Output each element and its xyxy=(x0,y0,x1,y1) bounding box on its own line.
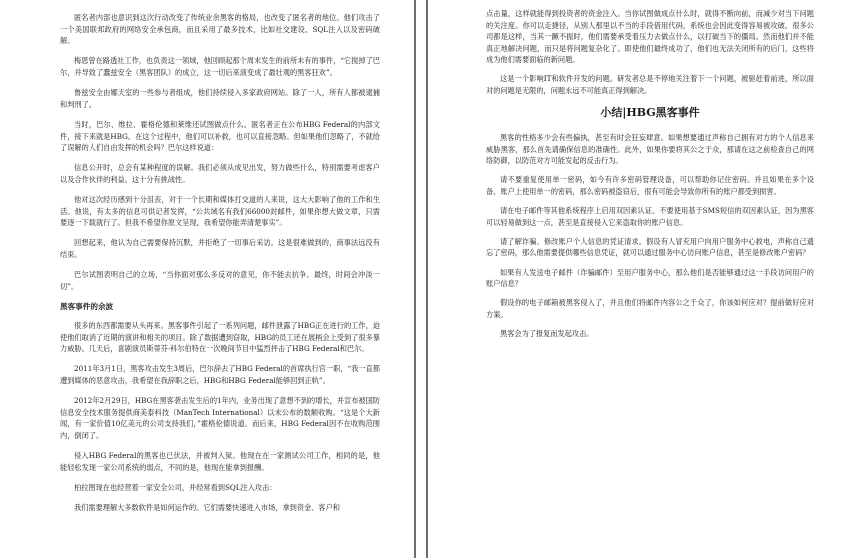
paragraph: 请了解诈骗、修改账户个人信息的凭证清求。假设有人冒充用户向用户服务中心救电，声称自己遗忘了密码，那么他需要提供哪些信息凭证，就可以通过服务中心访问账户信息，甚至是修改账户密码？ xyxy=(486,236,814,258)
paragraph: 侵入HBG Federal的黑客也已伏法，并被判入狱。他现在在一家测试公司工作，相同的是，他能轻松发现一家公司系统的弱点，不同的是，他现在能拿到报酬。 xyxy=(60,451,380,472)
paragraph: 2012年2月29日，HBG在黑客袭击发生后的1年内，业务出现了意想不到的增长，并宣布被国防信息安全技术服务提供商美泰科技（ManTech International）以未公布的数额收购。“这是个大新闻，有一家价值10亿美元的公司支持我们，”霍格伦德说道。而后来，HBG Federal因不在收购范围内，倒闭了。 xyxy=(60,396,380,440)
paragraph: 巴尔试图表明自己的立场，“当你面对那么多反对的意见，你不能去抗争。最终，时间会冲淡一切”。 xyxy=(60,270,380,291)
paragraph: 黑客会为了报复而发起攻击。 xyxy=(500,328,594,338)
paragraph: 2011年3月1日，黑客攻击发生3周后，巴尔辞去了HBG Federal的首席执行官一职，“我一直都遭到媒体的恶意攻击，我希望在我辞职之后，HBG和HBG Federal能够回到正轨”。 xyxy=(60,364,380,385)
paragraph: 他对这次经历感到十分沮丧，对于一个长期和媒体打交道的人来说，这大大影响了他的工作和生活。他说，有太多的信息可供记者发挥，“公共域名有我们66000封邮件，如果你想大做文章，只需要逐一下载就行了。但我不希望你原文呈现，我希望你能弄清楚事实”。 xyxy=(60,195,380,228)
paragraph: 如果有人发送电子邮件（诈骗邮件）至用户服务中心，那么他们是否能够通过这一手段访问用户的账户信息？ xyxy=(486,267,814,289)
section-subheading: 黑客事件的余波 xyxy=(60,302,114,312)
left-page xyxy=(0,0,414,558)
quote-paragraph: 点击量，这样就能得到投资者的资金注入。当你试图做成点什么时，就得不断向前，而减少对当下问题的关注度。你可以走捷径，从别人那里以不当的手段借用代码，系统也会因此变得容易被攻破。很多公司都是这样，当其一蹶不振时，他们需要承受着压力去做点什么，以打破当下的僵局。然而他们并不能真正地解决问题，而只是将问题复杂化了。即使他们最终成功了，他们也无法关闭所有的后门，这些将成为他们需要面临的新问题。 xyxy=(486,9,814,65)
paragraph: 请不要重复使用单一密码，如今有许多密码管理设备，可以帮助你记住密码。并且如果在多个设备、账户上使用单一的密码，那么密码被盗窃后，很有可能会导致你所有的账户都受到损害。 xyxy=(486,175,814,197)
quote-paragraph: 我们需要理解大多数软件是如何运作的。它们需要快速进入市场，拿到资金、客户和 xyxy=(74,503,340,513)
paragraph: 很多的东西都需要从头再来。黑客事件引起了一系列问题，邮件泄露了HBG正在进行的工作，迫使他们取消了近期的演讲和相关的项目。除了数据遭到窃取，HBG的员工还在展柄会上受到了很多暴力威胁。几天后，喜剧演员斯蒂芬·科尔伯特在一次晚间节目中猛烈抨击了HBG Federal和巴尔。 xyxy=(60,321,380,354)
section-title: 小结|HBG黑客事件 xyxy=(600,106,700,120)
paragraph: 鲁兹安全由娜天室的一些参与者组成，他们持续侵入多家政府网站。除了一人，所有人都被逮捕和判刑了。 xyxy=(60,88,380,109)
paragraph: 梅恩曾在路透社工作，也负责这一领域，他回顾起那个周末发生的前所未有的事件，“它搅掉了巴尔，并导致了蠢兹安全（黑客团队）的成立，这一切后来演变成了最壮观的黑客狂欢”。 xyxy=(60,56,380,77)
paragraph: 柏拉图现在也经营着一家安全公司，并经常看到SQL注入攻击： xyxy=(74,482,277,492)
page-gutter xyxy=(414,0,428,558)
right-page xyxy=(428,0,842,558)
paragraph: 假设你的电子邮箱被黑客侵入了，并且他们将邮件内容公之于众了，你该如何应对？提前做好应对方案。 xyxy=(486,298,814,319)
quote-paragraph: 信息公开时，总会有某种程度的误解。我们必须从成见出发，努力做些什么，特别需要考虑客户以及合作伙伴的利益。这十分有挑战性。 xyxy=(60,163,380,184)
paragraph: 当时，巴尔、维拉、霍格伦德和莱维还试图做点什么。匿名者正在公布HBG Federal的内部文件，接下来就是HBG。在这个过程中，他们可以补救，也可以直接忽略。但如果他们忽略了，不就给了误解的人们自由发挥的机会吗？巴尔这样说道： xyxy=(60,119,380,153)
paragraph: 黑客的性格多少会有些偏执，甚至有时会狂妄肆意。如果想要通过声称自己拥有对方的个人信息来威胁黑客，那么首先请确保信息的准确性。此外，如果你要将其公之于众，那请在这之前检查自己的网络防御，以防范对方可能发起的反击行为。 xyxy=(486,133,814,166)
paragraph: 这是一个影响IT和软件开发的问题。研发者总是不停地关注着下一个问题，被驱赶着前进，所以面对的问题是无限的，问题永远不可能真正得到解决。 xyxy=(486,74,814,96)
paragraph: 匿名者内部也意识到这次行动改变了传统业余黑客的格局，也改变了匿名者的地位。他们攻击了一个美国联邦政府的网络安全承包商，而且采用了最多技术，比如社交建设、SQL注入以及密码破解。 xyxy=(60,13,380,46)
paragraph: 回想起来，他认为自己需要保持沉默，并拒绝了一切事后采访。这是很难做到的，商事法远没有结束。 xyxy=(60,238,380,260)
paragraph: 请在电子邮件等其他系统程序上启用双因素认证。不要使用基于SMS短信的双因素认证，因为黑客可以轻易做到这一点，甚至是直接侵入它来盗取你的账户信息。 xyxy=(486,206,814,227)
